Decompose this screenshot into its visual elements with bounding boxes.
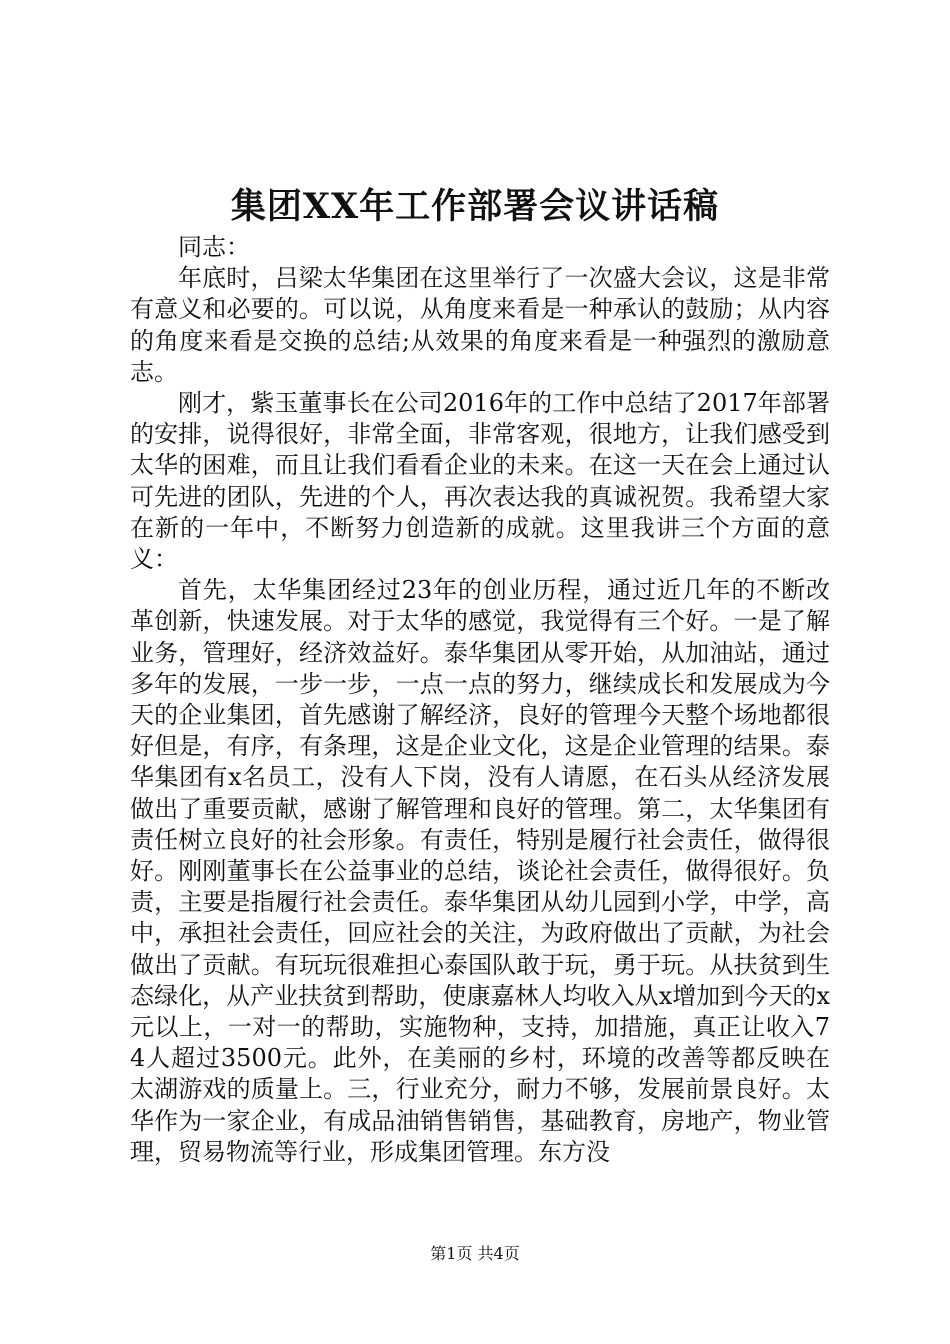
document-title: 集团XX年工作部署会议讲话稿 [230,186,720,227]
paragraph-1: 年底时，吕梁太华集团在这里举行了一次盛大会议，这是非常有意义和必要的。可以说，从角度来看是一种承认的鼓励；从内容的角度来看是交换的总结;从效果的角度来看是一种强烈的激励意志。 [130,264,830,386]
page-number-footer: 第1页 共4页 [430,1244,520,1263]
paragraph-3: 首先，太华集团经过23年的创业历程，通过近几年的不断改革创新，快速发展。对于太华的感觉，我觉得有三个好。一是了解业务，管理好，经济效益好。泰华集团从零开始，从加油站，通过多年的发展，一步一步，一点一点的努力，继续成长和发展成为今天的企业集团，首先感谢了解经济，良好的管理今天整个场地都很好但是，有序，有条理，这是企业文化，这是企业管理的结果。泰华集团有x名员工，没有人下岗，没有人请愿，在石头从经济发展做出了重要贡献，感谢了解管理和良好的管理。第二，太华集团有责任树立良好的社会形象。有责任，特别是履行社会责任，做得很好。刚刚董事长在公益事业的总结，谈论社会责任，做得很好。负责，主要是指履行社会责任。泰华集团从幼儿园到小学，中学，高中，承担社会责任，回应社会的关注，为政府做出了贡献，为社会做出了贡献。有玩玩很难担心泰国队敢于玩，勇于玩。从扶贫到生态绿化，从产业扶贫到帮助，使康嘉林人均收入从x增加到今天的x元以上，一对一的帮助，实施物种，支持，加措施，真正让收入74人超过3500元。此外，在美丽的乡村，环境的改善等都反映在太湖游戏的质量上。三，行业充分，耐力不够，发展前景良好。太华作为一家企业，有成品油销售销售，基础教育，房地产，物业管理，贸易物流等行业，形成集团管理。东方没 [130,576,830,1166]
salutation: 同志： [178,233,250,261]
document-body [130,232,830,1168]
paragraph-2: 刚才，紫玉董事长在公司2016年的工作中总结了2017年部署的安排，说得很好，非常全面，非常客观，很地方，让我们感受到太华的困难，而且让我们看看企业的未来。在这一天在会上通过认可先进的团队，先进的个人，再次表达我的真诚祝贺。我希望大家在新的一年中，不断努力创造新的成就。这里我讲三个方面的意义： [130,389,830,574]
